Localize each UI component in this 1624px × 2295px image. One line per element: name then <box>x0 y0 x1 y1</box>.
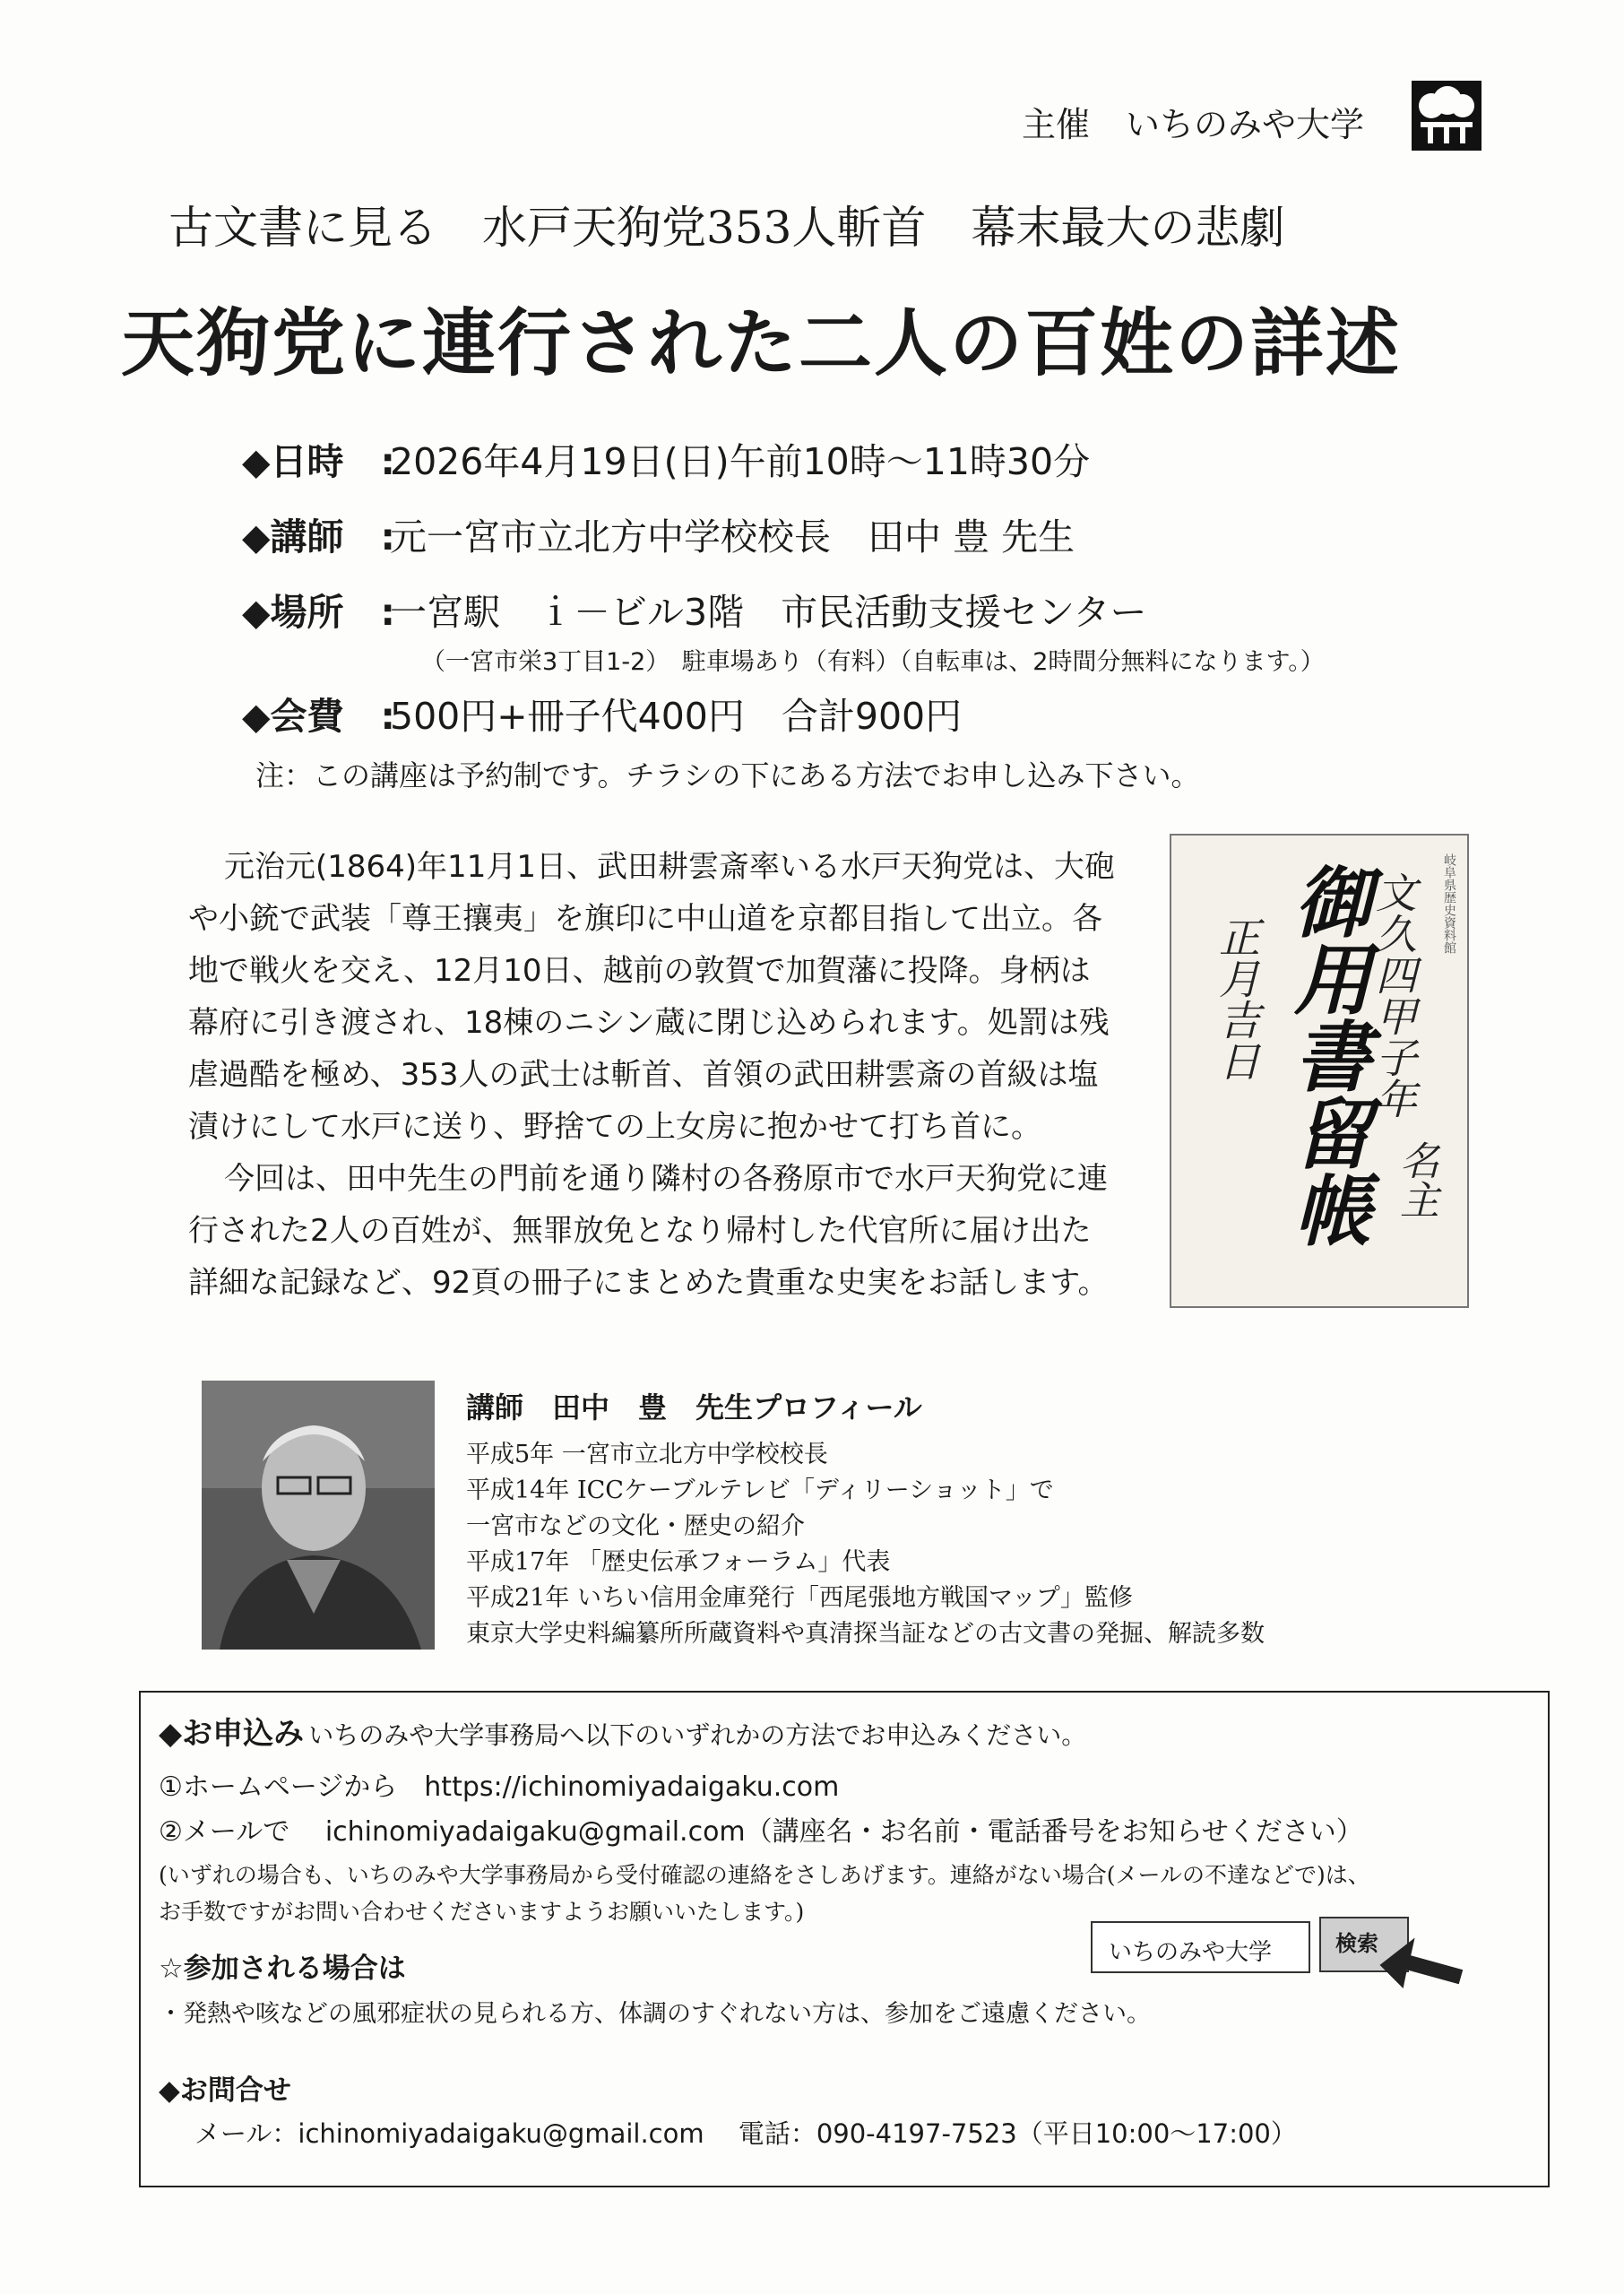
application-method-2: ②メールで ichinomiyadaigaku@gmail.com（講座名・お名前・電話番号をお知らせください） <box>159 1816 1363 1848</box>
historic-document-image <box>1170 834 1469 1308</box>
contact-line: メール：ichinomiyadaigaku@gmail.com 電話：090-4197-7523（平日10:00～17:00） <box>194 2118 1297 2149</box>
search-box-text: いちのみや大学 <box>1109 1939 1273 1966</box>
description-line: 虐過酷を極め、353人の武士は斬首、首領の武田耕雲斎の首級は塩 <box>188 1057 1099 1093</box>
subtitle: 古文書に見る 水戸天狗党353人斬首 幕末最大の悲劇 <box>168 202 1285 254</box>
profile-line: 平成17年 「歴史伝承フォーラム」代表 <box>466 1548 891 1576</box>
application-method-1: ①ホームページから https://ichinomiyadaigaku.com <box>159 1771 840 1803</box>
fee-value: 500円+冊子代400円 合計900円 <box>390 695 963 738</box>
document-col-3: 正月吉日 <box>1213 916 1261 1081</box>
application-heading: ◆お申込み <box>159 1716 305 1752</box>
description-line: 詳細な記録など、92頁の冊子にまとめた貴重な史実をお話します。 <box>188 1265 1109 1301</box>
organizer-name: いちのみや大学 <box>1126 105 1365 144</box>
lecturer-photo <box>202 1381 435 1650</box>
fee-row <box>242 687 962 740</box>
document-col-2: 御用書留帳 <box>1281 862 1371 1248</box>
search-button-label: 検索 <box>1335 1931 1378 1956</box>
profile-line: 東京大学史料編纂所所蔵資料や真清探当証などの古文書の発掘、解読多数 <box>466 1620 1265 1648</box>
datetime-row <box>242 432 1090 485</box>
participate-text: ・発熱や咳などの風邪症状の見られる方、体調のすぐれない方は、参加をご遠慮ください。 <box>159 2000 1151 2028</box>
datetime-value: 2026年4月19日(日)午前10時～11時30分 <box>390 440 1091 483</box>
search-box[interactable] <box>1091 1921 1310 1973</box>
application-heading-row <box>159 1709 1086 1753</box>
reservation-note: 注：この講座は予約制です。チラシの下にある方法でお申し込み下さい。 <box>255 758 1200 792</box>
lecturer-label: ◆講師 : <box>242 515 395 559</box>
description-line: 行された2人の百姓が、無罪放免となり帰村した代官所に届け出た <box>188 1213 1092 1249</box>
description-line: 今回は、田中先生の門前を通り隣村の各務原市で水戸天狗党に連 <box>224 1161 1108 1197</box>
participate-heading: ☆参加される場合は <box>159 1953 406 1985</box>
application-box <box>139 1691 1550 2187</box>
profile-line: 平成14年 ICCケーブルテレビ「ディリーショット」で <box>466 1477 1054 1504</box>
place-note: （一宮市栄3丁目1-2） 駐車場あり（有料）（自転車は、2時間分無料になります。） <box>421 648 1325 676</box>
document-col-4: 名主 <box>1393 1140 1438 1219</box>
profile-line: 一宮市などの文化・歴史の紹介 <box>466 1512 805 1540</box>
profile-line: 平成21年 いちい信用金庫発行「西尾張地方戦国マップ」監修 <box>466 1584 1133 1612</box>
organizer <box>1022 97 1364 146</box>
pointer-arrow-icon <box>1378 1935 1467 2001</box>
place-row <box>242 583 1146 636</box>
lecturer-row <box>242 507 1075 560</box>
organizer-logo <box>1412 81 1481 151</box>
place-value: 一宮駅 ｉ－ビル3階 市民活動支援センター <box>390 591 1147 634</box>
description-line: 地で戦火を交え、12月10日、越前の敦賀で加賀藩に投降。身柄は <box>188 953 1091 989</box>
profile-line: 平成5年 一宮市立北方中学校校長 <box>466 1441 828 1468</box>
organizer-label: 主催 <box>1022 105 1091 144</box>
document-stamp: 岐阜県歴史資料館 <box>1442 853 1456 954</box>
lecturer-value: 元一宮市立北方中学校校長 田中 豊 先生 <box>390 515 1075 559</box>
main-title: 天狗党に連行された二人の百姓の詳述 <box>121 300 1402 386</box>
application-note-2: お手数ですがお問い合わせくださいますようお願いいたします。) <box>159 1899 805 1925</box>
application-intro: いちのみや大学事務局へ以下のいずれかの方法でお申込みください。 <box>308 1720 1087 1750</box>
fee-label: ◆会費 : <box>242 695 395 738</box>
datetime-label: ◆日時 : <box>242 440 395 483</box>
place-label: ◆場所 : <box>242 591 395 634</box>
contact-heading: ◆お問合せ <box>159 2074 291 2107</box>
description-line: 幕府に引き渡され、18棟のニシン蔵に閉じ込められます。処罰は残 <box>188 1005 1110 1041</box>
application-note-1: (いずれの場合も、いちのみや大学事務局から受付確認の連絡をさしあげます。連絡がない場合(メールの不達などで)は、 <box>159 1862 1370 1888</box>
profile-heading: 講師 田中 豊 先生プロフィール <box>466 1390 922 1425</box>
description-line: 漬けにして水戸に送り、野捨ての上女房に抱かせて打ち首に。 <box>188 1109 1041 1145</box>
document-col-1: 文久四甲子年 <box>1369 871 1418 1119</box>
description-line: や小銃で武装「尊王攘夷」を旗印に中山道を京都目指して出立。各 <box>188 901 1102 937</box>
description-line: 元治元(1864)年11月1日、武田耕雲斎率いる水戸天狗党は、大砲 <box>224 849 1115 885</box>
